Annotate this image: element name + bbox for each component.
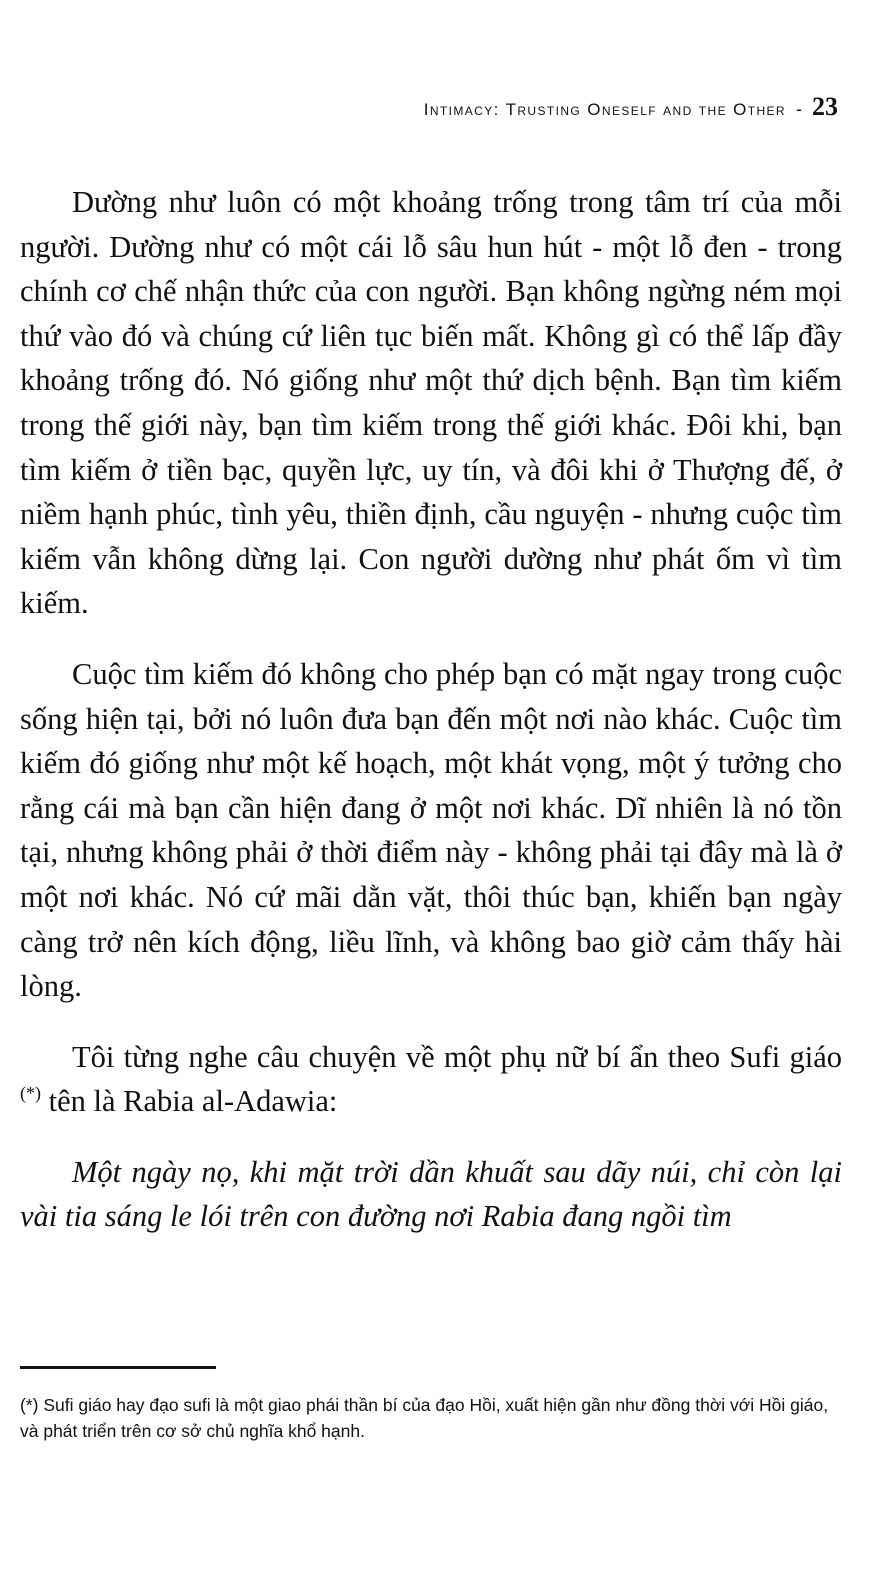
body-text — [20, 180, 842, 1239]
paragraph-2: Cuộc tìm kiếm đó không cho phép bạn có mặt ngay trong cuộc sống hiện tại, bởi nó luôn đưa bạn đến một nơi nào khác. Cuộc tìm kiếm đó giống như một kế hoạch, một khát vọng, một ý tưởng cho rằng cái mà bạn cần hiện đang ở một nơi khác. Dĩ nhiên là nó tồn tại, nhưng không phải ở thời điểm này - không phải tại đây mà là ở một nơi khác. Nó cứ mãi dằn vặt, thôi thúc bạn, khiến bạn ngày càng trở nên kích động, liều lĩnh, và không bao giờ cảm thấy hài lòng. — [20, 656, 842, 1004]
running-head — [424, 92, 838, 122]
footnote-marker: (*) — [20, 1083, 41, 1104]
paragraph-3 — [20, 1035, 842, 1124]
paragraph-3-text-before: Tôi từng nghe câu chuyện về một phụ nữ bí ẩn theo Sufi giáo — [72, 1039, 842, 1074]
running-head-separator: - — [796, 99, 802, 119]
footnote-divider — [20, 1366, 216, 1369]
page-number: 23 — [812, 92, 838, 121]
footnote: (*) Sufi giáo hay đạo sufi là một giao phái thần bí của đạo Hồi, xuất hiện gần như đồng thời với Hồi giáo, và phát triển trên cơ sở chủ nghĩa khổ hạnh. — [20, 1395, 829, 1441]
running-title: Intimacy: Trusting Oneself and the Other — [423, 100, 786, 119]
paragraph-4-italic: Một ngày nọ, khi mặt trời dần khuất sau dãy núi, chỉ còn lại vài tia sáng le lói trên con đường nơi Rabia đang ngồi tìm — [20, 1154, 842, 1234]
paragraph-1: Dường như luôn có một khoảng trống trong tâm trí của mỗi người. Dường như có một cái lỗ sâu hun hút - một lỗ đen - trong chính cơ chế nhận thức của con người. Bạn không ngừng ném mọi thứ vào đó và chúng cứ liên tục biến mất. Không gì có thể lấp đầy khoảng trống đó. Nó giống như một thứ dịch bệnh. Bạn tìm kiếm trong thế giới này, bạn tìm kiếm trong thế giới khác. Đôi khi, bạn tìm kiếm ở tiền bạc, quyền lực, uy tín, và đôi khi ở Thượng đế, ở niềm hạnh phúc, tình yêu, thiền định, cầu nguyện - nhưng cuộc tìm kiếm vẫn không dừng lại. Con người dường như phát ốm vì tìm kiếm. — [20, 185, 842, 621]
paragraph-3-text-after: tên là Rabia al-Adawia: — [41, 1084, 338, 1119]
